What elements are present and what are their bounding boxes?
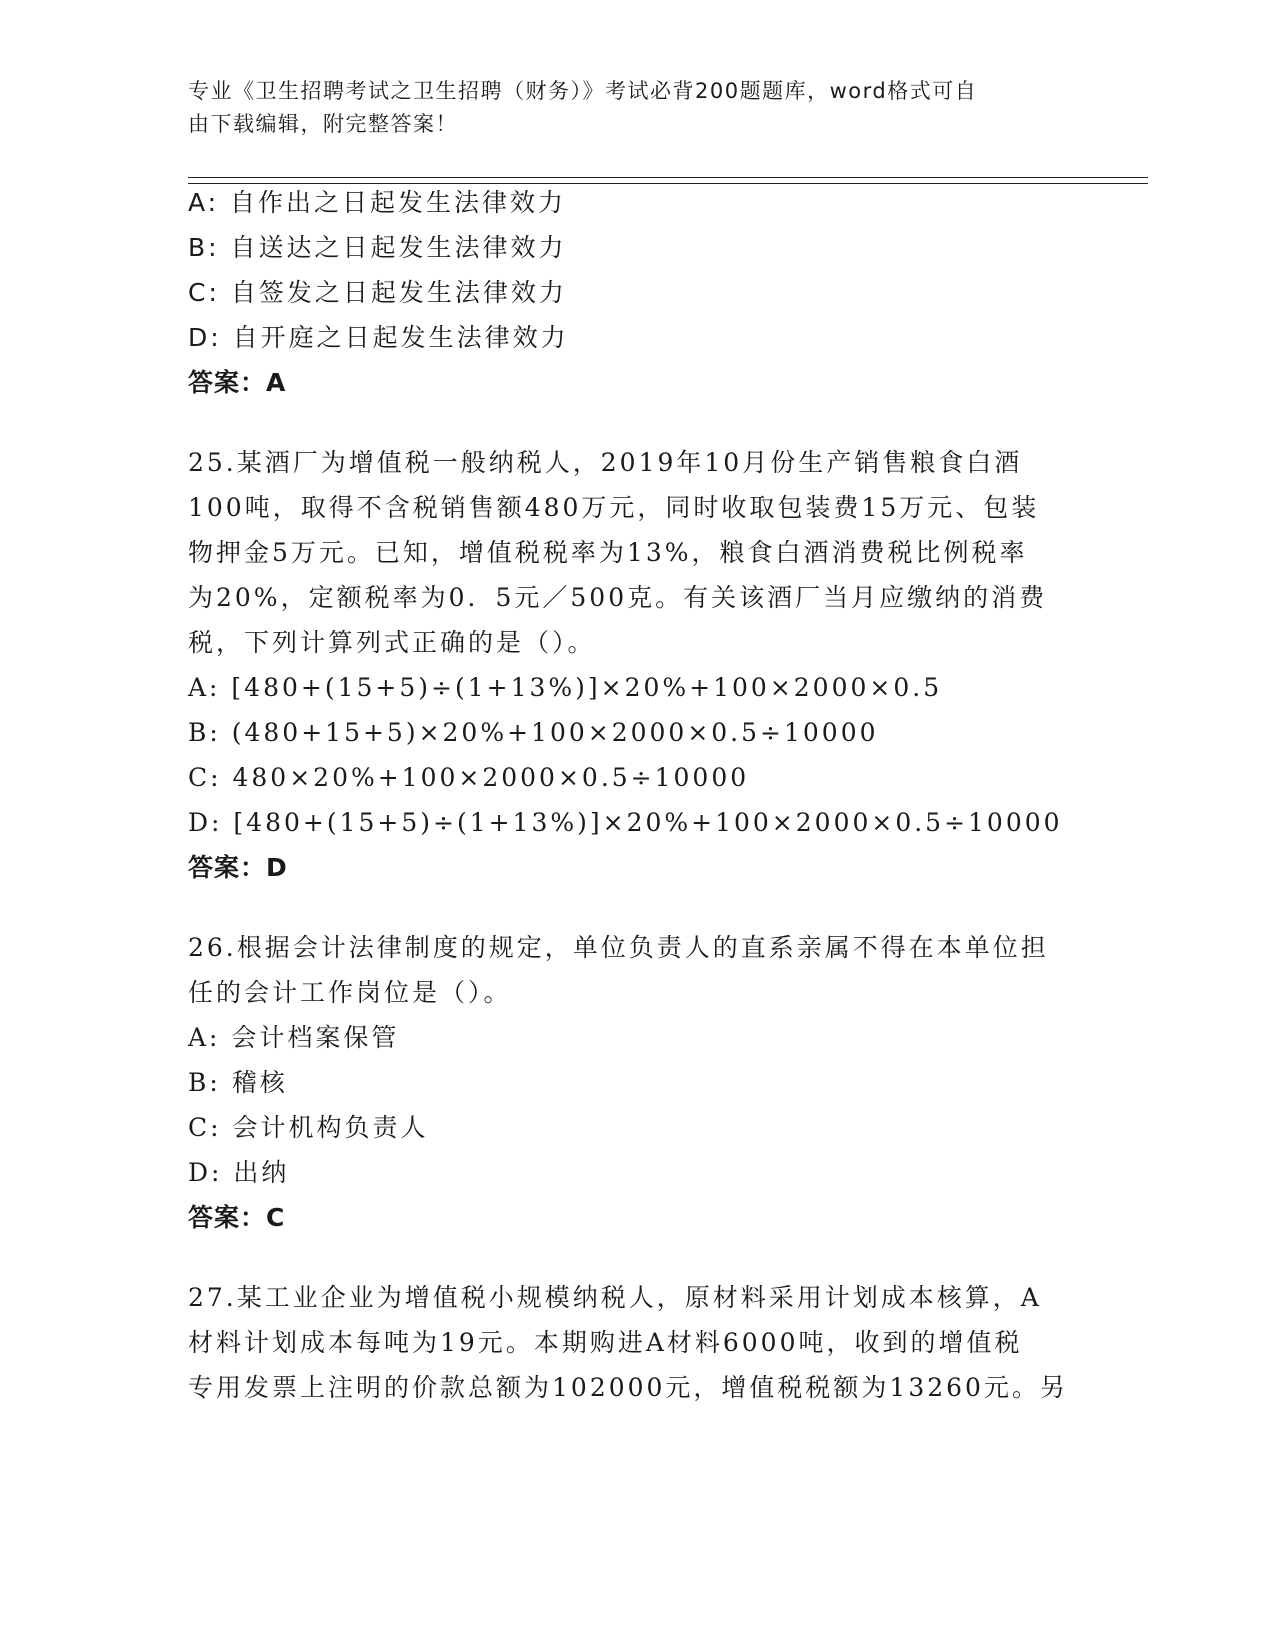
question-27 — [188, 1275, 1068, 1410]
option-b: B: 稽核 — [188, 1068, 288, 1097]
question-26 — [188, 925, 1068, 1240]
question-24 — [188, 180, 1068, 405]
header-line-2: 由下载编辑，附完整答案！ — [188, 112, 458, 136]
option-a: A: [480+(15+5)÷(1+13%)]×20%+100×2000×0.5 — [188, 673, 943, 702]
question-text-line: 为20%，定额税率为0．5元／500克。有关该酒厂当月应缴纳的消费 — [188, 583, 1048, 612]
option-d: D: 自开庭之日起发生法律效力 — [188, 323, 569, 352]
document-header — [188, 75, 1068, 141]
option-d: D: 出纳 — [188, 1158, 290, 1187]
question-text-line: 专用发票上注明的价款总额为102000元，增值税税额为13260元。另 — [188, 1373, 1068, 1402]
header-divider-top — [188, 177, 1148, 178]
question-text-line: 26.根据会计法律制度的规定，单位负责人的直系亲属不得在本单位担 — [188, 933, 1049, 962]
option-c: C: 480×20%+100×2000×0.5÷10000 — [188, 763, 750, 792]
answer: 答案：C — [188, 1203, 286, 1232]
option-a: A: 自作出之日起发生法律效力 — [188, 188, 567, 217]
question-text-line: 物押金5万元。已知，增值税税率为13%，粮食白酒消费税比例税率 — [188, 538, 1028, 567]
question-text-line: 27.某工业企业为增值税小规模纳税人，原材料采用计划成本核算，A — [188, 1283, 1042, 1312]
answer: 答案：D — [188, 853, 288, 882]
question-text-line: 任的会计工作岗位是（）。 — [188, 978, 512, 1007]
option-b: B: 自送达之日起发生法律效力 — [188, 233, 567, 262]
question-text-line: 材料计划成本每吨为19元。本期购进A材料6000吨，收到的增值税 — [188, 1328, 1023, 1357]
option-d: D: [480+(15+5)÷(1+13%)]×20%+100×2000×0.5÷10000 — [188, 808, 1063, 837]
answer: 答案：A — [188, 368, 287, 397]
option-a: A: 会计档案保管 — [188, 1023, 400, 1052]
question-text-line: 税，下列计算列式正确的是（）。 — [188, 628, 596, 657]
header-line-1: 专业《卫生招聘考试之卫生招聘（财务）》考试必背200题题库，word格式可自 — [188, 79, 978, 103]
option-c: C: 自签发之日起发生法律效力 — [188, 278, 567, 307]
option-c: C: 会计机构负责人 — [188, 1113, 429, 1142]
question-text-line: 25.某酒厂为增值税一般纳税人，2019年10月份生产销售粮食白酒 — [188, 448, 1023, 477]
question-text-line: 100吨，取得不含税销售额480万元，同时收取包装费15万元、包装 — [188, 493, 1040, 522]
option-b: B: (480+15+5)×20%+100×2000×0.5÷10000 — [188, 718, 879, 747]
question-25 — [188, 440, 1068, 890]
